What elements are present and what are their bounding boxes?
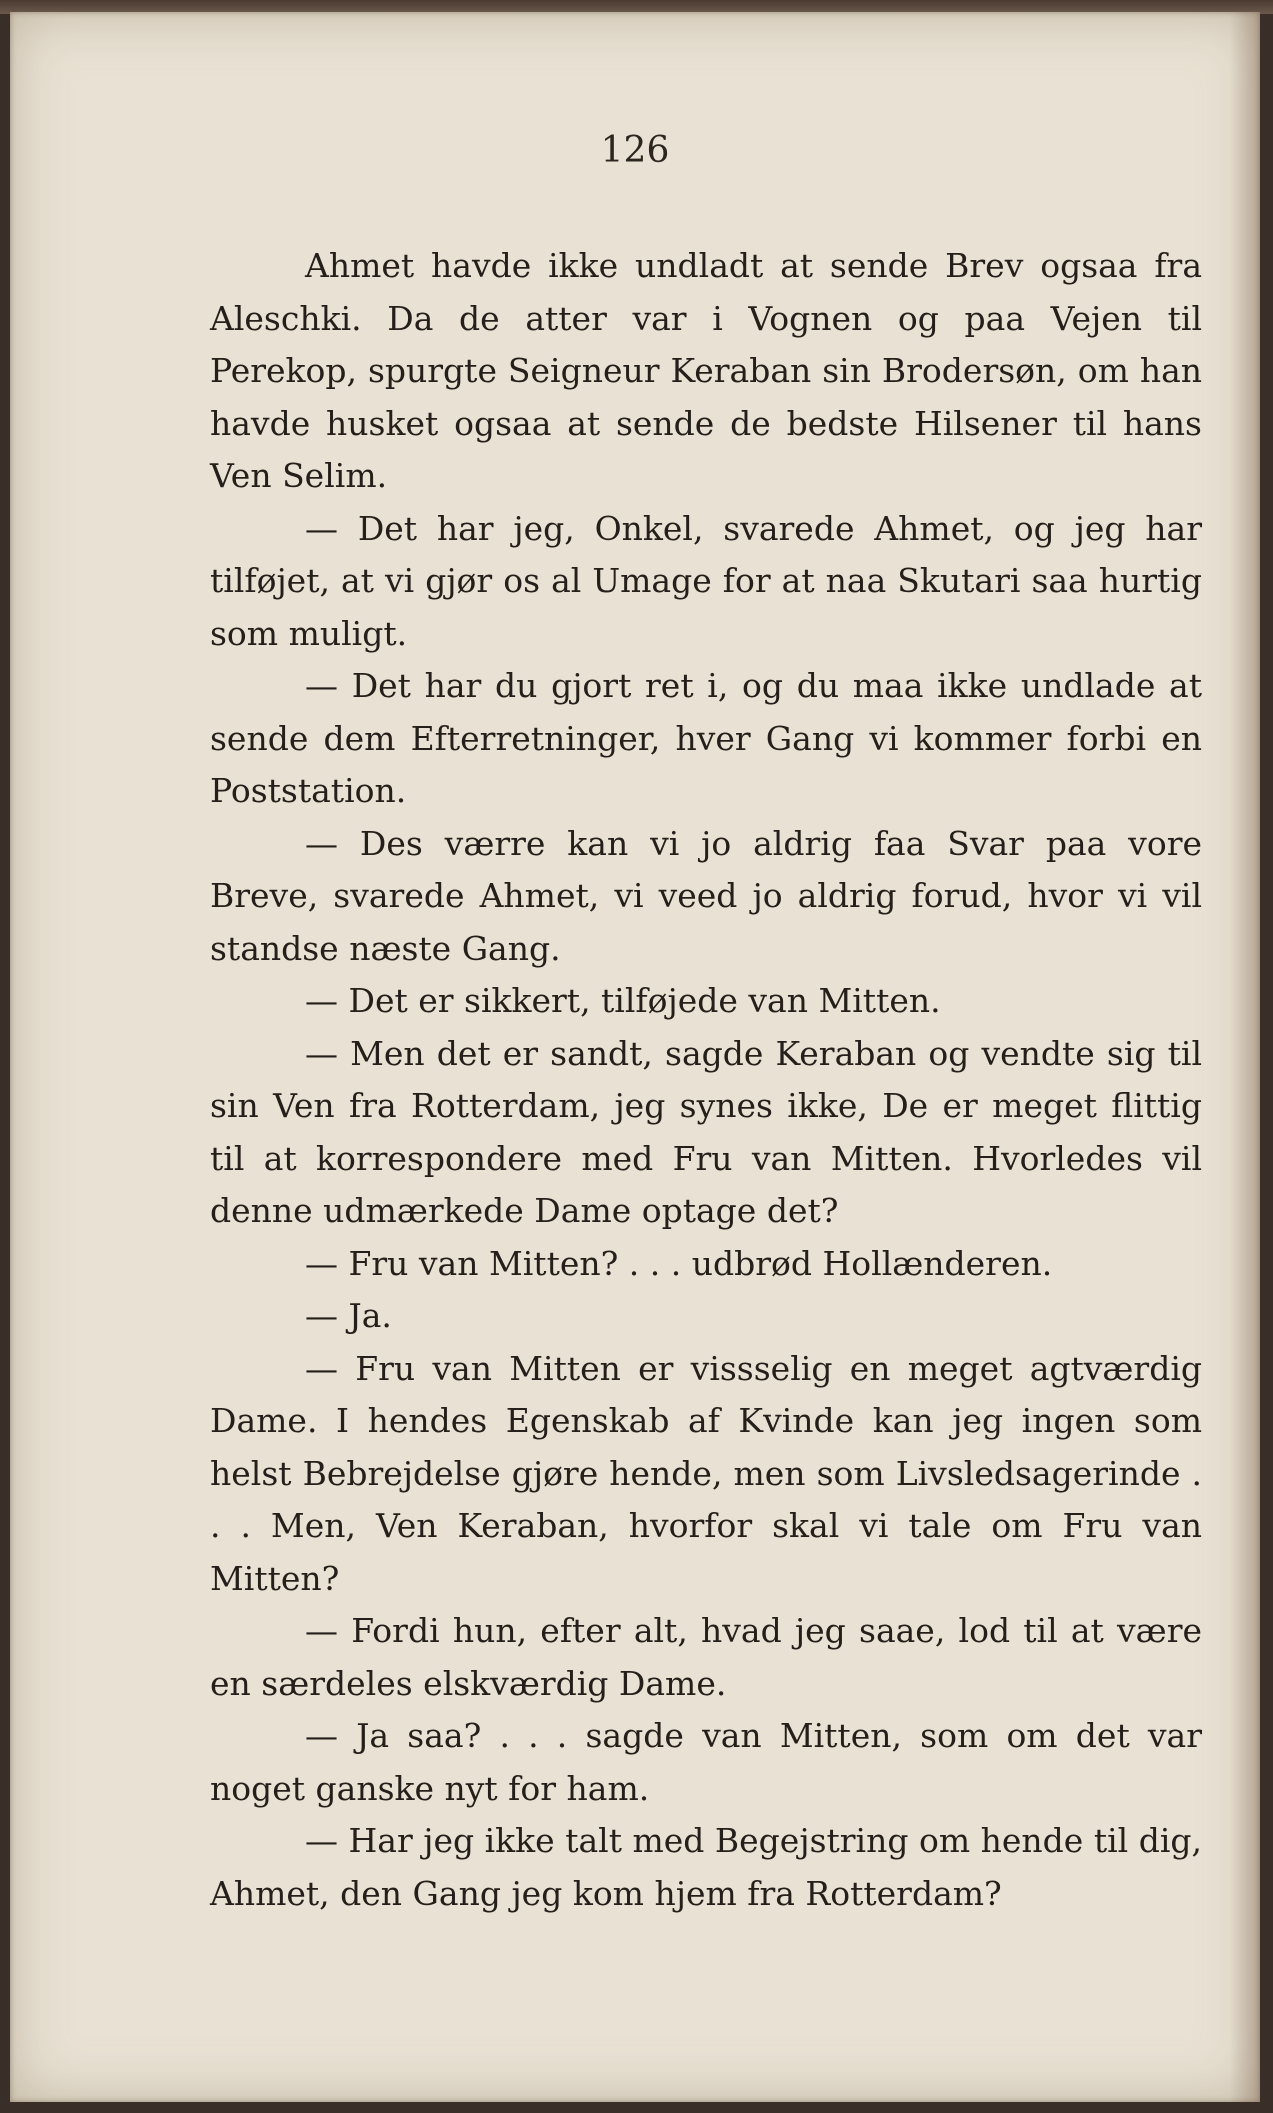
paragraph: — Det har jeg, Onkel, svarede Ahmet, og jeg har tilføjet, at vi gjør os al Umage for at naa Skutari saa hurtig som muligt. <box>210 508 1202 653</box>
paragraph: — Fordi hun, efter alt, hvad jeg saae, lod til at være en særdeles elskværdig Dame. <box>210 1611 1202 1703</box>
paragraph: — Ja saa? . . . sagde van Mitten, som om det var noget ganske nyt for ham. <box>210 1716 1202 1808</box>
page-number: 126 <box>600 130 670 171</box>
page-paper <box>10 12 1260 2102</box>
paragraph: — Fru van Mitten? . . . udbrød Hollænderen. <box>305 1243 1053 1283</box>
paragraph: — Ja. <box>305 1296 392 1335</box>
paragraph: — Fru van Mitten er vissselig en meget agtværdig Dame. I hendes Egenskab af Kvinde kan jeg ingen som helst Bebrejdelse gjøre hende, men som Livsledsagerinde . . . Men, Ven Keraban, hvorfor skal vi tale om Fru van Mitten? <box>210 1348 1202 1598</box>
paragraph: — Det er sikkert, tilføjede van Mitten. <box>305 981 941 1020</box>
paragraph: — Det har du gjort ret i, og du maa ikke undlade at sende dem Efterretninger, hver Gang vi kommer forbi en Poststation. <box>210 666 1202 810</box>
body-text <box>210 240 1202 1920</box>
paragraph: — Men det er sandt, sagde Keraban og vendte sig til sin Ven fra Rotterdam, jeg synes ikke, De er meget flittig til at korrespondere med Fru van Mitten. Hvorledes vil denne udmærkede Dame optage det? <box>210 1033 1202 1230</box>
page-shadow <box>1230 12 1260 2102</box>
paragraph: Ahmet havde ikke undladt at sende Brev ogsaa fra Aleschki. Da de atter var i Vognen og paa Vejen til Perekop, spurgte Seigneur Keraban sin Brodersøn, om han havde husket ogsaa at sende de bedste Hilsener til hans Ven Selim. <box>210 246 1202 495</box>
paragraph: — Har jeg ikke talt med Begejstring om hende til dig, Ahmet, den Gang jeg kom hjem fra Rotterdam? <box>210 1821 1202 1913</box>
paragraph: — Des værre kan vi jo aldrig faa Svar paa vore Breve, svarede Ahmet, vi veed jo aldrig forud, hvor vi vil standse næste Gang. <box>210 823 1202 968</box>
